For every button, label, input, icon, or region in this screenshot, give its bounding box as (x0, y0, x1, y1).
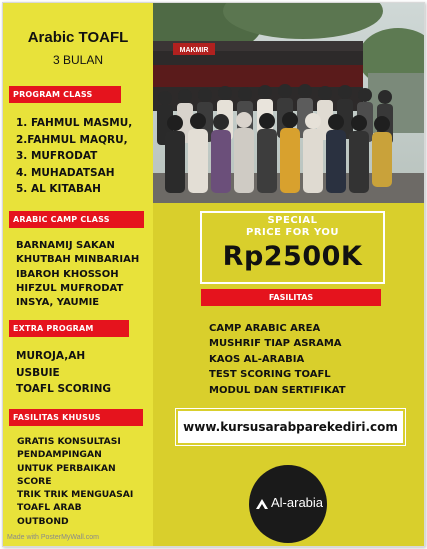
list-item: TEST SCORING TOAFL (209, 369, 331, 381)
list-item: TOAFL ARAB (17, 502, 82, 514)
price-text: Rp2500K (222, 241, 363, 272)
list-item: INSYA, YAUMIE (16, 297, 100, 309)
list-item: USBUIE (16, 366, 60, 379)
fasilitas-label: FASILITAS (201, 289, 381, 306)
brand-logo (249, 465, 327, 543)
list-item: KAOS AL-ARABIA (209, 353, 305, 365)
fasilitas-khusus-list (17, 435, 133, 528)
list-item: MUSHRIF TIAP ASRAMA (209, 338, 342, 350)
special-heading: SPECIAL (267, 215, 318, 226)
special-subheading: PRICE FOR YOU (246, 227, 339, 238)
list-item: IBAROH KHOSSOH (16, 268, 119, 280)
website-link[interactable]: www.kursusarabparekediri.com (176, 409, 405, 445)
list-item: SCORE (17, 475, 52, 487)
fasilitas-khusus-label: FASILITAS KHUSUS (9, 409, 143, 426)
duration-text: 3 BULAN (52, 53, 104, 67)
camp-class-list (16, 239, 139, 310)
list-item: MUROJA,AH (16, 350, 86, 362)
list-item: TOAFL SCORING (16, 383, 112, 395)
poster (2, 2, 425, 547)
list-item: BARNAMIJ SAKAN (16, 240, 115, 251)
list-item: OUTBOND (17, 515, 69, 527)
camp-class-label: ARABIC CAMP CLASS (9, 211, 144, 228)
banner-text: MAKMIR (179, 47, 209, 54)
list-item: MODUL DAN SERTIFIKAT (209, 384, 346, 396)
program-class-label: PROGRAM CLASS (9, 86, 121, 103)
extra-program-label: EXTRA PROGRAM (9, 320, 129, 337)
logo-mark-icon (255, 497, 269, 511)
special-price-box (200, 211, 385, 284)
extra-program-list (16, 348, 111, 398)
list-item: CAMP ARABIC AREA (209, 323, 321, 334)
program-class-list (16, 115, 132, 198)
list-item: UNTUK PERBAIKAN (17, 462, 116, 474)
fasilitas-list (209, 321, 346, 398)
list-item: 2.FAHMUL MAQRU, (16, 133, 128, 146)
list-item: TRIK TRIK MENGUASAI (17, 489, 134, 501)
list-item: HIFZUL MUFRODAT (16, 282, 124, 294)
list-item: 3. MUFRODAT (16, 150, 98, 162)
logo-text: Al-arabia (271, 495, 324, 510)
poster-title: Arabic TOAFL (27, 29, 129, 46)
list-item: PENDAMPINGAN (17, 449, 102, 461)
list-item: KHUTBAH MINBARIAH (16, 254, 140, 266)
group-photo (153, 3, 425, 203)
list-item: 5. AL KITABAH (16, 183, 101, 195)
list-item: GRATIS KONSULTASI (17, 436, 121, 447)
list-item: 1. FAHMUL MASMU, (16, 117, 133, 129)
list-item: 4. MUHADATSAH (16, 166, 115, 179)
watermark: Made with PosterMyWall.com (7, 534, 99, 541)
group-photo-illustration (153, 3, 425, 203)
